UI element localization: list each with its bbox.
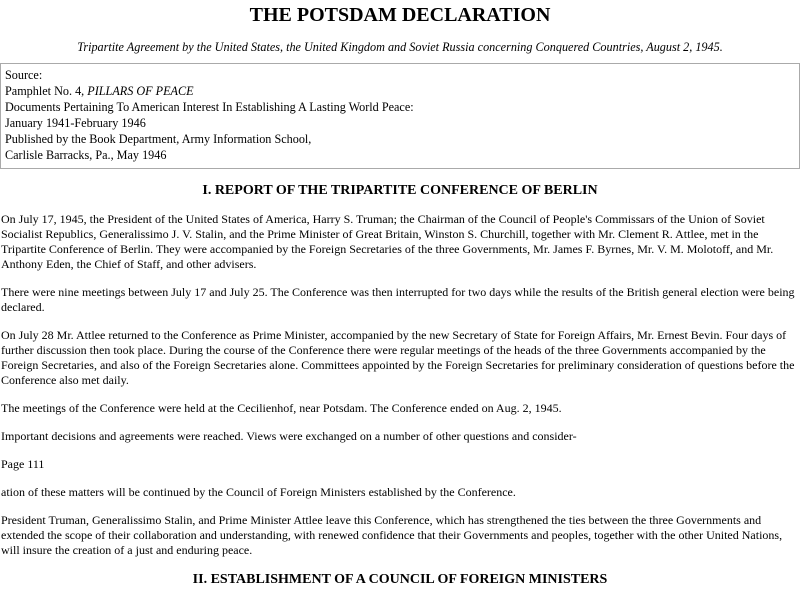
page-subtitle: Tripartite Agreement by the United States, the United Kingdom and Soviet Russia concerning Conquered Countries, August 2, 1945. — [77, 40, 723, 54]
section-heading-1: I. REPORT OF THE TRIPARTITE CONFERENCE OF BERLIN — [202, 183, 598, 198]
source-line: January 1941-February 1946 — [5, 116, 146, 130]
paragraph: On July 28 Mr. Attlee returned to the Conference as Prime Minister, accompanied by the new Secretary of State for Foreign Affairs, Mr. Ernest Bevin. Four days of further discussion then took place. During the course of the Conference there were regular meetings of the heads of the three Governments accompanied by the Foreign Secretaries, and also of the Foreign Secretaries alone. Committees appointed by the Foreign Secretaries for preliminary consideration of questions before the Conference also met daily. — [1, 328, 795, 387]
source-pamphlet-line — [5, 83, 795, 99]
source-pamphlet-prefix: Pamphlet No. 4, — [5, 84, 88, 98]
paragraph: The meetings of the Conference were held at the Cecilienhof, near Potsdam. The Conference ended on Aug. 2, 1945. — [1, 401, 562, 415]
source-line: Documents Pertaining To American Interest In Establishing A Lasting World Peace: — [5, 100, 414, 114]
paragraph: Important decisions and agreements were reached. Views were exchanged on a number of other questions and consider- — [1, 429, 577, 443]
paragraph: There were nine meetings between July 17 and July 25. The Conference was then interrupted for two days while the results of the British general election were being declared. — [1, 285, 795, 314]
document-page — [0, 3, 800, 588]
source-line: Published by the Book Department, Army Information School, — [5, 132, 312, 146]
paragraph-page-number: Page 111 — [1, 457, 45, 471]
source-line: Carlisle Barracks, Pa., May 1946 — [5, 148, 167, 162]
source-label: Source: — [5, 68, 43, 82]
paragraph: On July 17, 1945, the President of the United States of America, Harry S. Truman; the Chairman of the Council of People's Commissars of the Union of Soviet Socialist Republics, Generalissimo J. V. Stalin, and the Prime Minister of Great Britain, Winston S. Churchill, together with Mr. Clement R. Attlee, met in the Tripartite Conference of Berlin. They were accompanied by the Foreign Secretaries of the three Governments, Mr. James F. Byrnes, Mr. V. M. Molotoff, and Mr. Anthony Eden, the Chief of Staff, and other advisers. — [1, 212, 774, 271]
source-pamphlet-title: PILLARS OF PEACE — [87, 84, 194, 98]
paragraph: President Truman, Generalissimo Stalin, and Prime Minister Attlee leave this Conference, which has strengthened the ties between the three Governments and extended the scope of their collaboration and understanding, with renewed confidence that their Governments and peoples, together with the other United Nations, will insure the creation of a just and enduring peace. — [1, 513, 783, 557]
source-box — [0, 63, 800, 169]
page-title: THE POTSDAM DECLARATION — [249, 4, 551, 26]
paragraph: ation of these matters will be continued by the Council of Foreign Ministers established by the Conference. — [1, 485, 516, 499]
section-heading-2: II. ESTABLISHMENT OF A COUNCIL OF FOREIGN MINISTERS — [192, 572, 608, 587]
